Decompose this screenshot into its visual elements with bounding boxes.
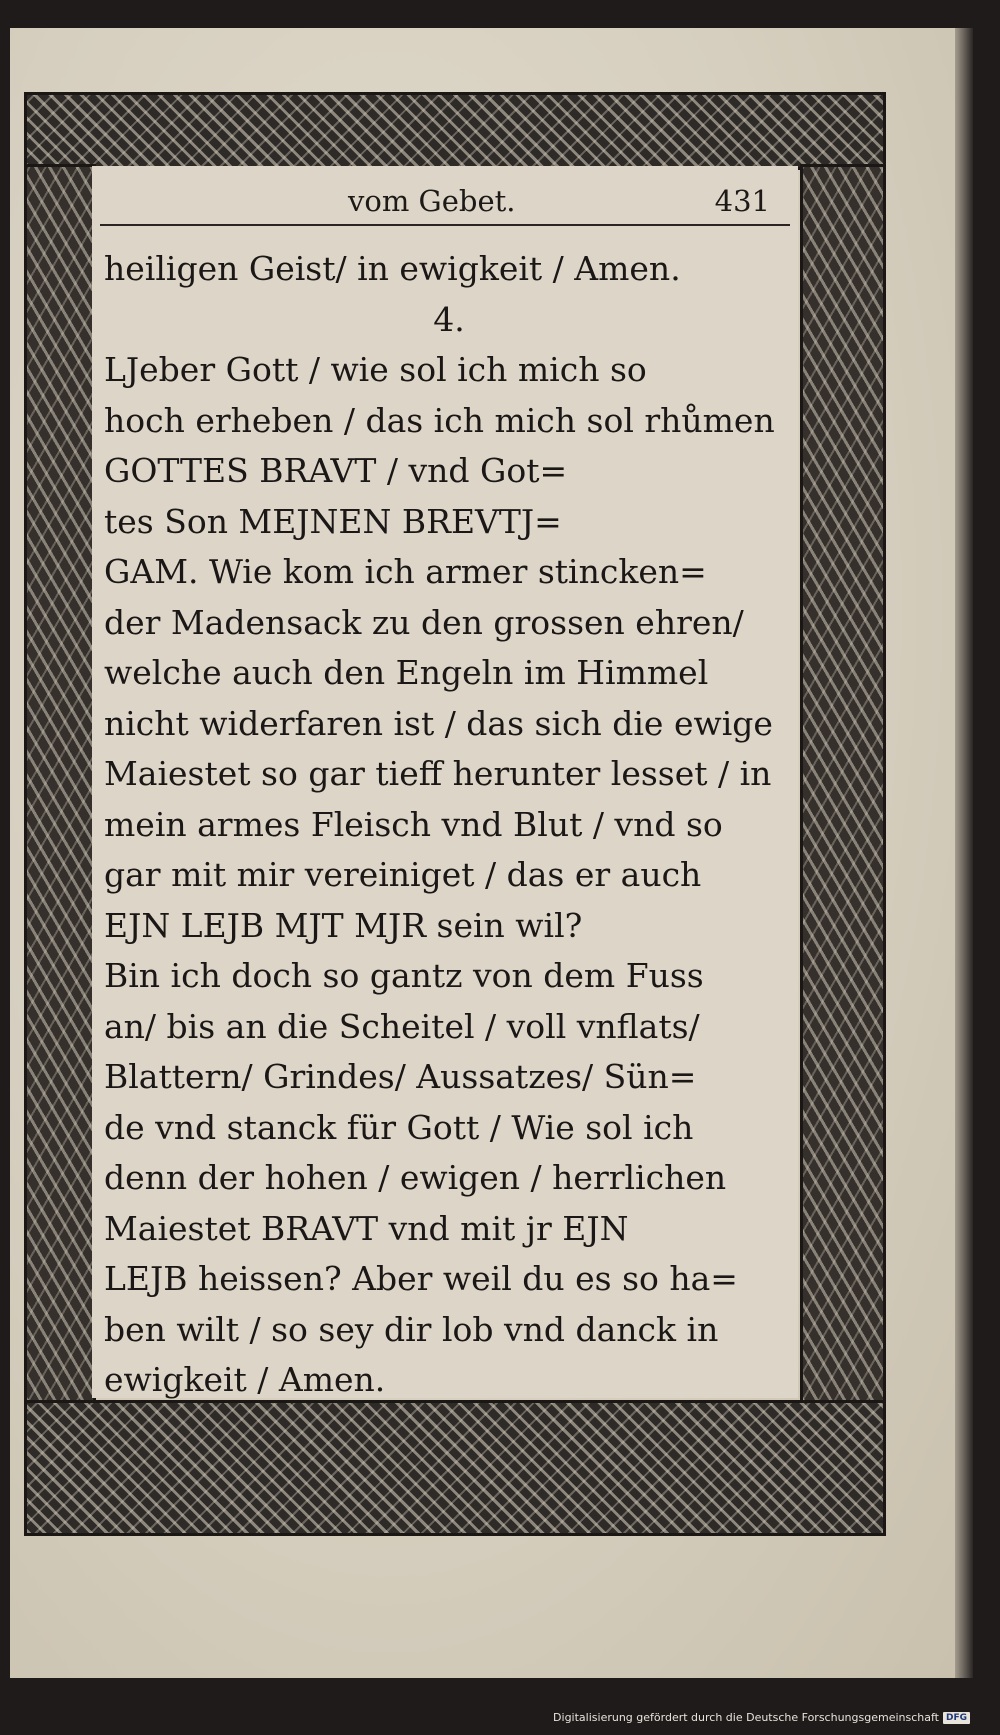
- running-head: [100, 184, 790, 226]
- page-number: 431: [714, 184, 770, 218]
- digitization-credit: [553, 1711, 970, 1724]
- text-line: EJN LEJB MJT MJR sein wil?: [104, 905, 583, 945]
- prayer-text: [104, 244, 794, 1406]
- woodcut-border-left: [24, 164, 96, 1406]
- text-line: LJeber Gott / wie sol ich mich so: [104, 350, 647, 389]
- dfg-logo-icon: DFG: [943, 1712, 970, 1724]
- text-line: ben wilt / so sey dir lob vnd danck in: [104, 1309, 719, 1349]
- text-line: mein armes Fleisch vnd Blut / vnd so: [104, 804, 723, 844]
- woodcut-border-right: [800, 164, 886, 1406]
- text-line: ewigkeit / Amen.: [104, 1360, 386, 1399]
- running-title: vom Gebet.: [348, 184, 516, 218]
- text-line: gar mit mir vereiniget / das er auch: [104, 855, 702, 894]
- woodcut-border-bottom: [24, 1400, 886, 1536]
- text-line: tes Son MEJNEN BREVTJ=: [104, 501, 562, 541]
- text-line: Maiestet BRAVT vnd mit jr EJN: [104, 1208, 629, 1248]
- woodcut-border-top: [24, 92, 886, 170]
- text-line: hoch erheben / das ich mich sol rhůmen: [104, 400, 775, 440]
- text-line: de vnd stanck für Gott / Wie sol ich: [104, 1107, 694, 1147]
- text-line: Blattern/ Grindes/ Aussatzes/ Sün=: [104, 1057, 697, 1096]
- text-line: denn der hohen / ewigen / herrlichen: [104, 1158, 727, 1197]
- text-line: LEJB heissen? Aber weil du es so ha=: [104, 1259, 738, 1298]
- text-line: der Madensack zu den grossen ehren/: [104, 602, 744, 642]
- text-line: an/ bis an die Scheitel / voll vnflats/: [104, 1006, 700, 1046]
- text-line: GAM. Wie kom ich armer stincken=: [104, 552, 707, 591]
- text-line: Bin ich doch so gantz von dem Fuss: [104, 956, 704, 995]
- credit-text: Digitalisierung gefördert durch die Deutsche Forschungsgemeinschaft: [553, 1711, 939, 1724]
- section-number: 4.: [433, 299, 465, 339]
- text-line: welche auch den Engeln im Himmel: [104, 653, 709, 692]
- text-line: Maiestet so gar tieff herunter lesset / in: [104, 754, 772, 793]
- text-line: heiligen Geist/ in ewigkeit / Amen.: [104, 249, 681, 288]
- text-line: GOTTES BRAVT / vnd Got=: [104, 451, 568, 490]
- text-line: nicht widerfaren ist / das sich die ewige: [104, 703, 773, 743]
- page-fore-edge: [955, 28, 973, 1678]
